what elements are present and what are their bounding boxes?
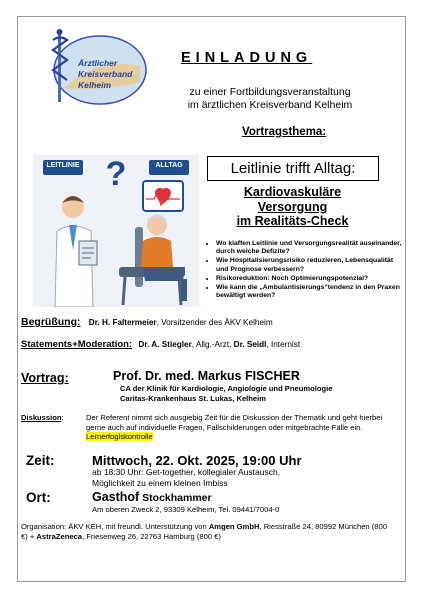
organisation-footer: Organisation: ÄKV KEH, mit freundl. Unterstützung von Amgen GmbH, Riesstraße 24, 80992 München (800 €) + AstraZeneca, Friesenweg 26, 22763 Hamburg (800 €): [21, 522, 387, 541]
diskussion-label: Diskussion:: [21, 413, 64, 422]
logo: [40, 26, 148, 108]
bullet-item: • Wie Hospitalisierungsrisiko reduzieren, Lebensqualität und Prognose verbessern?: [216, 257, 406, 273]
begruessung-role: , Vorsitzender des ÄKV Kelheim: [156, 318, 273, 327]
begruessung-name: Dr. H. Faltermeier: [88, 318, 157, 327]
zeit-date: Mittwoch, 22. Okt. 2025, 19:00 Uhr: [92, 453, 302, 468]
sponsor-amgen: Amgen GmbH: [208, 522, 260, 531]
statements-label: Statements+Moderation:: [21, 339, 133, 350]
statements-role-2: , Internist: [266, 340, 301, 349]
begruessung-row: [21, 316, 273, 328]
sign-alltag: ALLTAG: [155, 162, 183, 169]
ort-label: Ort:: [26, 490, 51, 505]
illustration: [33, 155, 199, 307]
begruessung-label: Begrüßung:: [21, 316, 81, 328]
bullet-item: • Wie kann die „Ambulantisierungs“tendenz in den Praxen bewältigt werden?: [216, 284, 406, 300]
vortrag-label: Vortrag:: [21, 371, 69, 385]
topic-subtitle-line-2: Versorgung: [257, 199, 328, 214]
topic-subtitle-line-1: Kardiovaskuläre: [243, 185, 342, 199]
logo-text-2: Kreisverband: [78, 69, 133, 79]
topic-subtitle-line-3: im Realitäts-Check: [236, 214, 349, 228]
zeit-label: Zeit:: [26, 453, 55, 468]
zeit-detail: [92, 467, 280, 488]
subtitle-line-2: im ärztlichen Kreisverband Kelheim: [187, 99, 353, 111]
statements-role-1: , Allg.-Arzt,: [191, 340, 234, 349]
bullet-item: • Risikoreduktion: Noch Optimierungspotenzial?: [216, 275, 406, 283]
subtitle-line-1: zu einer Fortbildungsveranstaltung: [189, 86, 351, 98]
bullet-item: • Wo klaffen Leitlinie und Versorgungsrealität auseinander, durch welche Defizite?: [216, 240, 406, 256]
statements-name-2: Dr. Seidl: [233, 340, 267, 349]
page-title: EINLADUNG: [181, 50, 313, 66]
vortrag-speaker: Prof. Dr. med. Markus FISCHER: [113, 369, 300, 383]
vortrag-line-2: Caritas-Krankenhaus St. Lukas, Kelheim: [120, 394, 267, 403]
topic-subtitle: [205, 185, 380, 229]
zeit-detail-line-2: Möglichkeit zu einem kleinen Imbiss: [92, 477, 228, 488]
sign-leitlinie: LEITLINIE: [46, 162, 80, 169]
ort-address: Am oberen Zweck 2, 93309 Kelheim, Tel. 09441/7004-0: [92, 505, 280, 514]
topic-bullets: [205, 240, 406, 301]
diskussion-text: Der Referent nimmt sich ausgiebig Zeit für die Diskussion der Thematik und geht hierbei gerne auch auf individuelle Fragen, Fallschilderungen oder mitgebrachte Fälle ein. Lernerfoglskontrolle: [86, 413, 383, 442]
topic-heading: Vortragsthema:: [242, 126, 327, 138]
vortrag-line-1: CA der Klinik für Kardiologie, Angiologie und Pneumologie: [120, 384, 333, 393]
statements-row: [21, 339, 300, 350]
sponsor-astrazeneca: AstraZeneca: [36, 532, 83, 541]
ort-name: Gasthof Stockhammer: [92, 490, 212, 504]
statements-name-1: Dr. A. Stiegler: [138, 340, 192, 349]
zeit-detail-line-1: ab 18:30 Uhr: Get-together, kollegialer Austausch,: [92, 467, 281, 477]
highlight-lernerfolgskontrolle: Lernerfoglskontrolle: [86, 432, 153, 442]
logo-text-3: Kelheim: [78, 80, 112, 90]
logo-text-1: Ärztlicher: [78, 58, 118, 68]
topic-title: Leitlinie trifft Alltag:: [207, 156, 379, 181]
question-mark: ?: [105, 155, 127, 193]
